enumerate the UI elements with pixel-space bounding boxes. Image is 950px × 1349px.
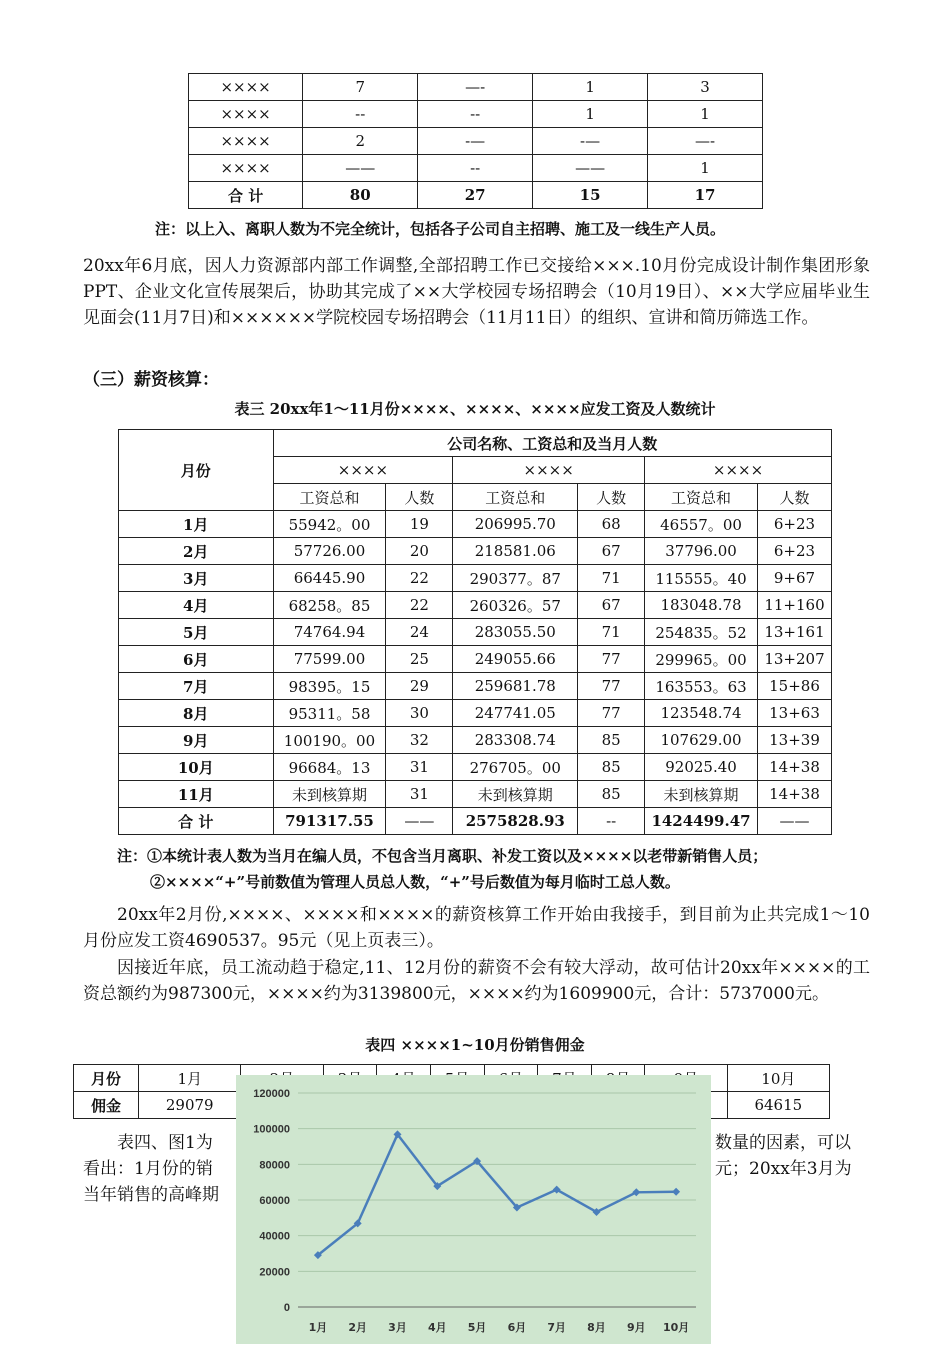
table-cell: 2 — [303, 128, 418, 155]
sub-header: 工资总和 — [273, 484, 386, 511]
series-line — [318, 1134, 676, 1255]
table-cell: 佣金 — [74, 1092, 139, 1119]
table-cell: ×××× — [189, 74, 303, 101]
table-cell: 20 — [386, 538, 453, 565]
table-cell: —- — [418, 74, 533, 101]
table-cell: 71 — [578, 619, 645, 646]
table-cell: 4月 — [119, 592, 274, 619]
table-cell: 283308.74 — [453, 727, 578, 754]
note-salary-1: 注：①本统计表人数为当月在编人员，不包含当月离职、补发工资以及××××以老带新销售人员； — [117, 847, 768, 865]
y-tick-label: 100000 — [253, 1123, 290, 1136]
table-cell: 30 — [386, 700, 453, 727]
x-tick-label: 7月 — [547, 1321, 567, 1334]
table-total-row — [119, 808, 832, 835]
table-row — [119, 538, 832, 565]
table-cell: 95311。58 — [273, 700, 386, 727]
table-cell: 3 — [648, 74, 763, 101]
table-cell: 11月 — [119, 781, 274, 808]
table-cell: 合 计 — [119, 808, 274, 835]
x-tick-label: 1月 — [308, 1321, 328, 1334]
table-cell: 10月 — [119, 754, 274, 781]
data-point — [672, 1188, 680, 1196]
table-cell: 1 — [648, 155, 763, 182]
table-cell: 22 — [386, 565, 453, 592]
table-cell: 46557。00 — [645, 511, 758, 538]
analysis-text: 当年销售的高峰期 — [83, 1185, 219, 1205]
analysis-text: 元；20xx年3月为 — [715, 1159, 852, 1179]
table-row — [189, 155, 763, 182]
table-cell: 19 — [386, 511, 453, 538]
table-cell: 68 — [578, 511, 645, 538]
table-cell: 2月 — [119, 538, 274, 565]
table-row — [119, 754, 832, 781]
x-tick-label: 2月 — [348, 1321, 368, 1334]
company-header: ×××× — [645, 457, 832, 484]
table-cell: 1 — [533, 74, 648, 101]
y-tick-label: 80000 — [259, 1159, 290, 1172]
table-cell: 206995.70 — [453, 511, 578, 538]
note-salary-2: ②××××“+”号前数值为管理人员总人数，“+”号后数值为每月临时工总人数。 — [150, 873, 680, 891]
table-cell: 57726.00 — [273, 538, 386, 565]
commission-line-chart — [236, 1075, 711, 1344]
table-cell: 未到核算期 — [645, 781, 758, 808]
table-row — [189, 128, 763, 155]
analysis-text: 表四、图1为 — [117, 1133, 213, 1153]
table-row — [119, 646, 832, 673]
table-cell: -— — [533, 128, 648, 155]
sub-header: 工资总和 — [453, 484, 578, 511]
table-cell: 11+160 — [758, 592, 832, 619]
table-cell: -- — [303, 101, 418, 128]
table-cell: 299965。00 — [645, 646, 758, 673]
x-tick-label: 10月 — [662, 1321, 690, 1334]
company-header: ×××× — [453, 457, 645, 484]
table-cell: 80 — [303, 182, 418, 209]
y-tick-label: 40000 — [259, 1230, 290, 1243]
table-hiring — [188, 73, 763, 209]
table-cell: 未到核算期 — [273, 781, 386, 808]
x-tick-label: 4月 — [427, 1321, 447, 1334]
table-cell: 14+38 — [758, 781, 832, 808]
table-cell: 32 — [386, 727, 453, 754]
table-cell: 13+161 — [758, 619, 832, 646]
table-row — [119, 727, 832, 754]
sub-header: 人数 — [578, 484, 645, 511]
table-cell: 68258。85 — [273, 592, 386, 619]
x-tick-label: 6月 — [507, 1321, 527, 1334]
table-row — [119, 673, 832, 700]
table-cell: 1月 — [139, 1065, 241, 1092]
table-cell: 1月 — [119, 511, 274, 538]
table-row — [119, 565, 832, 592]
table-row — [189, 101, 763, 128]
table-cell: 100190。00 — [273, 727, 386, 754]
table-cell: -- — [418, 101, 533, 128]
table-cell: 183048.78 — [645, 592, 758, 619]
table-cell: 283055.50 — [453, 619, 578, 646]
table-cell: 27 — [418, 182, 533, 209]
table-cell: 115555。40 — [645, 565, 758, 592]
table-cell: 13+207 — [758, 646, 832, 673]
table-cell: 8月 — [119, 700, 274, 727]
table-cell: —— — [303, 155, 418, 182]
table-cell: 6月 — [119, 646, 274, 673]
table-cell: ×××× — [189, 128, 303, 155]
table-cell: 3月 — [119, 565, 274, 592]
table-cell: ×××× — [189, 101, 303, 128]
table-cell: 85 — [578, 754, 645, 781]
x-tick-label: 9月 — [626, 1321, 646, 1334]
company-header: ×××× — [273, 457, 453, 484]
table-cell: 9+67 — [758, 565, 832, 592]
paragraph-recruitment: 20xx年6月底，因人力资源部内部工作调整,全部招聘工作已交接给×××.10月份完成设计制作集团形象PPT、企业文化宣传展架后，协助其完成了××大学校园专场招聘会（10月19日）、××大学应届毕业生见面会(11月7日)和××××××学院校园专场招聘会（11月11日）的组织、宣讲和简历筛选工作。 — [83, 256, 870, 328]
table-cell: 247741.05 — [453, 700, 578, 727]
table-cell: 260326。57 — [453, 592, 578, 619]
table4-caption: 表四 ××××1~10月份销售佣金 — [365, 1036, 585, 1054]
data-point — [632, 1188, 640, 1196]
analysis-text: 看出：1月份的销 — [83, 1159, 213, 1179]
y-tick-label: 120000 — [253, 1088, 290, 1100]
table-cell: 67 — [578, 538, 645, 565]
table-cell: 77 — [578, 700, 645, 727]
table-cell: 6+23 — [758, 511, 832, 538]
table3-caption: 表三 20xx年1～11月份××××、××××、××××应发工资及人数统计 — [234, 400, 716, 418]
table-salary — [118, 429, 832, 835]
table-row — [119, 592, 832, 619]
table-cell: 10月 — [727, 1065, 829, 1092]
sub-header: 人数 — [386, 484, 453, 511]
table-cell: 24 — [386, 619, 453, 646]
table-cell: 66445.90 — [273, 565, 386, 592]
table-cell: 2575828.93 — [453, 808, 578, 835]
table-row — [119, 700, 832, 727]
table-cell: 未到核算期 — [453, 781, 578, 808]
table-cell: 254835。52 — [645, 619, 758, 646]
month-header: 月份 — [119, 430, 274, 511]
table-cell: 14+38 — [758, 754, 832, 781]
table-cell: 7 — [303, 74, 418, 101]
table-cell: 85 — [578, 727, 645, 754]
table-cell: —— — [386, 808, 453, 835]
table-cell: 259681.78 — [453, 673, 578, 700]
analysis-text: 数量的因素，可以 — [715, 1133, 851, 1153]
table-cell: 218581.06 — [453, 538, 578, 565]
table-cell: 22 — [386, 592, 453, 619]
table-cell: ×××× — [189, 155, 303, 182]
table-cell: 74764.94 — [273, 619, 386, 646]
table-cell: 163553。63 — [645, 673, 758, 700]
y-tick-label: 0 — [283, 1302, 290, 1314]
table-cell: 1424499.47 — [645, 808, 758, 835]
table-cell: —- — [648, 128, 763, 155]
table-cell: —— — [533, 155, 648, 182]
table-cell: 13+39 — [758, 727, 832, 754]
table-cell: 67 — [578, 592, 645, 619]
table-cell: 290377。87 — [453, 565, 578, 592]
table-cell: 月份 — [74, 1065, 139, 1092]
table-cell: 25 — [386, 646, 453, 673]
table-cell: 9月 — [119, 727, 274, 754]
y-tick-label: 20000 — [259, 1266, 290, 1279]
table-cell: -— — [418, 128, 533, 155]
note-hiring: 注：以上入、离职人数为不完全统计，包括各子公司自主招聘、施工及一线生产人员。 — [155, 220, 726, 238]
table-cell: 1 — [648, 101, 763, 128]
sub-header: 工资总和 — [645, 484, 758, 511]
table-cell: 71 — [578, 565, 645, 592]
table-cell: 17 — [648, 182, 763, 209]
group-header: 公司名称、工资总和及当月人数 — [273, 430, 831, 457]
x-tick-label: 5月 — [467, 1321, 487, 1334]
x-tick-label: 8月 — [587, 1321, 606, 1334]
table-cell: 1 — [533, 101, 648, 128]
table-cell: 791317.55 — [273, 808, 386, 835]
table-cell: 92025.40 — [645, 754, 758, 781]
sub-header: 人数 — [758, 484, 832, 511]
table-cell: 249055.66 — [453, 646, 578, 673]
table-cell: 15 — [533, 182, 648, 209]
paragraph-payroll: 20xx年2月份,××××、××××和××××的薪资核算工作开始由我接手，到目前为止共完成1～10月份应发工资4690537。95元（见上页表三）。 — [83, 905, 870, 951]
table-cell: 15+86 — [758, 673, 832, 700]
table-cell: 77599.00 — [273, 646, 386, 673]
x-tick-label: 3月 — [388, 1321, 407, 1334]
table-cell: 77 — [578, 646, 645, 673]
table-cell: 77 — [578, 673, 645, 700]
table-cell: 96684。13 — [273, 754, 386, 781]
table-row — [119, 511, 832, 538]
table-cell: 55942。00 — [273, 511, 386, 538]
table-total-row — [189, 182, 763, 209]
table-cell: 107629.00 — [645, 727, 758, 754]
table-cell: 98395。15 — [273, 673, 386, 700]
table-cell: 5月 — [119, 619, 274, 646]
paragraph-estimate: 因接近年底，员工流动趋于稳定,11、12月份的薪资不会有较大浮动，故可估计20xx年××××的工资总额约为987300元，××××约为3139800元，××××约为1609900元，合计：5737000元。 — [83, 958, 870, 1004]
table-cell: -- — [578, 808, 645, 835]
table-cell: -- — [418, 155, 533, 182]
table-cell: 7月 — [119, 673, 274, 700]
table-cell: —— — [758, 808, 832, 835]
y-tick-label: 60000 — [259, 1195, 290, 1207]
table-cell: 276705。00 — [453, 754, 578, 781]
table-row — [189, 74, 763, 101]
table-cell: 37796.00 — [645, 538, 758, 565]
table-cell: 13+63 — [758, 700, 832, 727]
table-cell: 31 — [386, 754, 453, 781]
section-heading-salary: （三）薪资核算： — [83, 370, 219, 390]
table-cell: 29 — [386, 673, 453, 700]
table-cell: 85 — [578, 781, 645, 808]
table-row — [119, 619, 832, 646]
table-cell: 123548.74 — [645, 700, 758, 727]
table-cell: 31 — [386, 781, 453, 808]
table-cell: 合 计 — [189, 182, 303, 209]
commission-chart — [236, 1075, 711, 1344]
table-cell: 64615 — [727, 1092, 829, 1119]
table-cell: 6+23 — [758, 538, 832, 565]
table-row — [119, 781, 832, 808]
table-cell: 29079 — [139, 1092, 241, 1119]
